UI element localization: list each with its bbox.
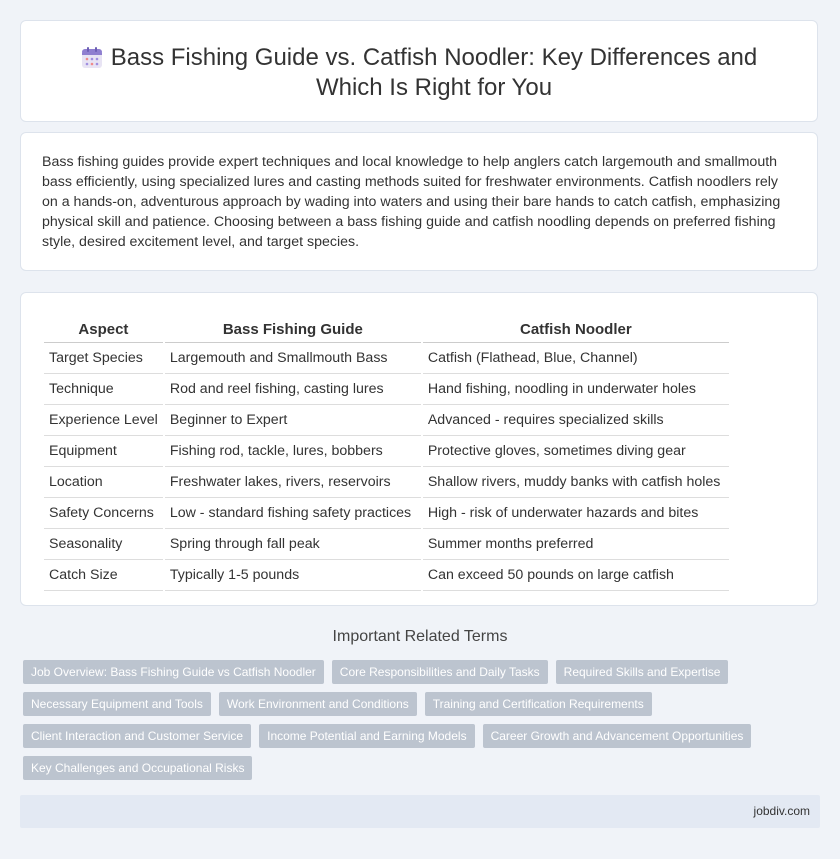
table-cell: Shallow rivers, muddy banks with catfish holes	[423, 467, 729, 498]
table-cell: Seasonality	[44, 529, 163, 560]
table-cell: Catfish (Flathead, Blue, Channel)	[423, 343, 729, 374]
related-term-tag[interactable]: Core Responsibilities and Daily Tasks	[332, 660, 548, 684]
table-cell: Location	[44, 467, 163, 498]
table-row	[44, 560, 729, 591]
related-term-tag[interactable]: Client Interaction and Customer Service	[23, 724, 251, 748]
table-cell: Catch Size	[44, 560, 163, 591]
related-term-tag[interactable]: Training and Certification Requirements	[425, 692, 652, 716]
table-cell: Hand fishing, noodling in underwater holes	[423, 374, 729, 405]
table-row	[44, 374, 729, 405]
table-cell: High - risk of underwater hazards and bites	[423, 498, 729, 529]
table-row	[44, 405, 729, 436]
table-cell: Experience Level	[44, 405, 163, 436]
table-row	[44, 529, 729, 560]
page-title: Bass Fishing Guide vs. Catfish Noodler: Key Differences and Which Is Right for You	[110, 44, 758, 101]
table-cell: Advanced - requires specialized skills	[423, 405, 729, 436]
related-term-tag[interactable]: Career Growth and Advancement Opportunities	[483, 724, 752, 748]
intro-paragraph: Bass fishing guides provide expert techniques and local knowledge to help anglers catch largemouth and smallmouth bass efficiently, using specialized lures and casting methods suited for freshwater environments. Catfish noodlers rely on a hands-on, adventurous approach by wading into waters and using their bare hands to catch catfish, emphasizing physical skill and patience. Choosing between a bass fishing guide and catfish noodling depends on preferred fishing style, desired excitement level, and target species.	[42, 154, 781, 250]
related-term-tag[interactable]: Work Environment and Conditions	[219, 692, 417, 716]
table-cell: Rod and reel fishing, casting lures	[165, 374, 421, 405]
table-cell: Typically 1-5 pounds	[165, 560, 421, 591]
table-cell: Equipment	[44, 436, 163, 467]
header-aspect: Aspect	[44, 310, 163, 343]
table-row	[44, 498, 729, 529]
comparison-table	[42, 310, 731, 591]
intro-card	[20, 132, 818, 271]
related-term-tag[interactable]: Key Challenges and Occupational Risks	[23, 756, 252, 780]
table-cell: Target Species	[44, 343, 163, 374]
table-cell: Beginner to Expert	[165, 405, 421, 436]
footer-site-link[interactable]: jobdiv.com	[753, 804, 810, 818]
table-cell: Protective gloves, sometimes diving gear	[423, 436, 729, 467]
related-term-tag[interactable]: Required Skills and Expertise	[556, 660, 729, 684]
table-cell: Freshwater lakes, rivers, reservoirs	[165, 467, 421, 498]
header-catfish-noodler: Catfish Noodler	[423, 310, 729, 343]
footer	[20, 795, 820, 828]
table-cell: Can exceed 50 pounds on large catfish	[423, 560, 729, 591]
table-cell: Spring through fall peak	[165, 529, 421, 560]
table-row	[44, 467, 729, 498]
table-cell: Low - standard fishing safety practices	[165, 498, 421, 529]
table-cell: Technique	[44, 374, 163, 405]
table-cell: Summer months preferred	[423, 529, 729, 560]
table-row	[44, 343, 729, 374]
table-cell: Fishing rod, tackle, lures, bobbers	[165, 436, 421, 467]
table-cell: Largemouth and Smallmouth Bass	[165, 343, 421, 374]
comparison-card	[20, 292, 818, 606]
table-row	[44, 436, 729, 467]
related-terms-heading: Important Related Terms	[332, 628, 508, 645]
title-card	[20, 20, 818, 122]
related-term-tag[interactable]: Income Potential and Earning Models	[259, 724, 474, 748]
related-terms-list	[23, 660, 783, 780]
header-bass-fishing-guide: Bass Fishing Guide	[165, 310, 421, 343]
related-term-tag[interactable]: Job Overview: Bass Fishing Guide vs Catfish Noodler	[23, 660, 324, 684]
table-cell: Safety Concerns	[44, 498, 163, 529]
related-term-tag[interactable]: Necessary Equipment and Tools	[23, 692, 211, 716]
table-header-row	[44, 310, 729, 343]
